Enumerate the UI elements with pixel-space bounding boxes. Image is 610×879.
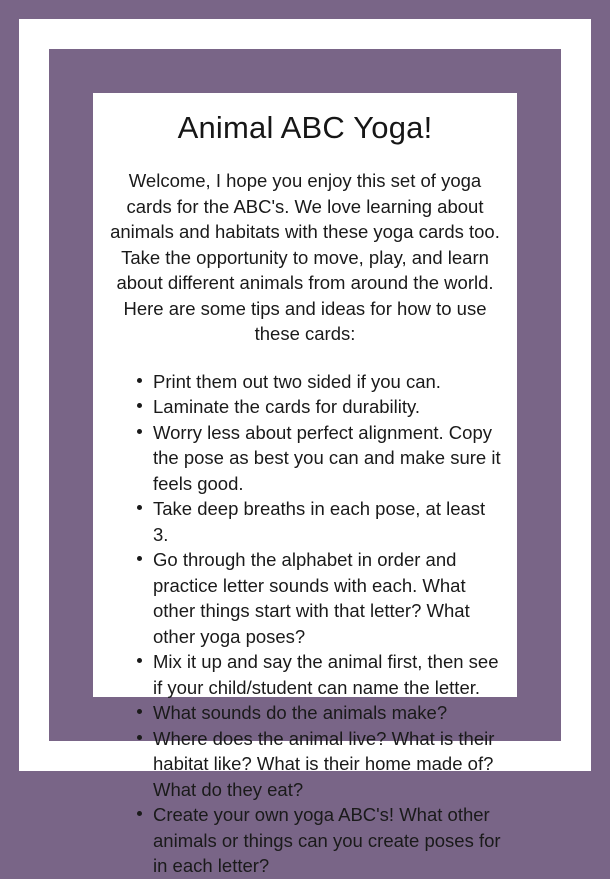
list-item-label: Create your own yoga ABC's! What other animals or things can you create poses for in each letter? [153, 804, 501, 877]
list-item [137, 726, 503, 803]
bullet-dot-icon [137, 556, 142, 561]
list-item [137, 802, 503, 879]
intro-paragraph: Welcome, I hope you enjoy this set of yoga cards for the ABC's. We love learning about animals and habitats with these yoga cards too. Take the opportunity to move, play, and learn about different animals from around the world. Here are some tips and ideas for how to use these cards: [110, 170, 500, 345]
bullet-dot-icon [137, 505, 142, 510]
bullet-dot-icon [137, 735, 142, 740]
list-item-label: Take deep breaths in each pose, at least 3. [153, 498, 486, 545]
list-item-label: Where does the animal live? What is their habitat like? What is their home made of? What do they eat? [153, 727, 495, 800]
bullet-dot-icon [137, 429, 142, 434]
list-item [137, 496, 503, 547]
list-item-label: Go through the alphabet in order and practice letter sounds with each. What other things start with that letter? What other yoga poses? [153, 549, 470, 647]
list-item [137, 420, 503, 497]
inner-purple-frame [49, 49, 561, 877]
page-content [93, 93, 517, 877]
list-item-label: What sounds do the animals make? [153, 702, 448, 724]
list-item [137, 649, 503, 700]
list-item [137, 547, 503, 649]
bullet-dot-icon [137, 403, 142, 408]
bullet-dot-icon [137, 709, 142, 714]
list-item [137, 394, 503, 420]
list-item [137, 369, 503, 395]
list-item-label: Laminate the cards for durability. [153, 396, 421, 418]
bullet-dot-icon [137, 811, 142, 816]
bullet-dot-icon [137, 658, 142, 663]
list-item-label: Print them out two sided if you can. [153, 370, 441, 392]
bullet-dot-icon [137, 378, 142, 383]
tips-list [101, 347, 509, 879]
list-item [137, 700, 503, 726]
page-title: Animal ABC Yoga! [177, 110, 433, 145]
white-border-gap [19, 19, 591, 877]
document-page [93, 93, 517, 877]
list-item-label: Worry less about perfect alignment. Copy the pose as best you can and make sure it feels good. [153, 421, 501, 494]
list-item-label: Mix it up and say the animal first, then see if your child/student can name the letter. [153, 651, 499, 698]
